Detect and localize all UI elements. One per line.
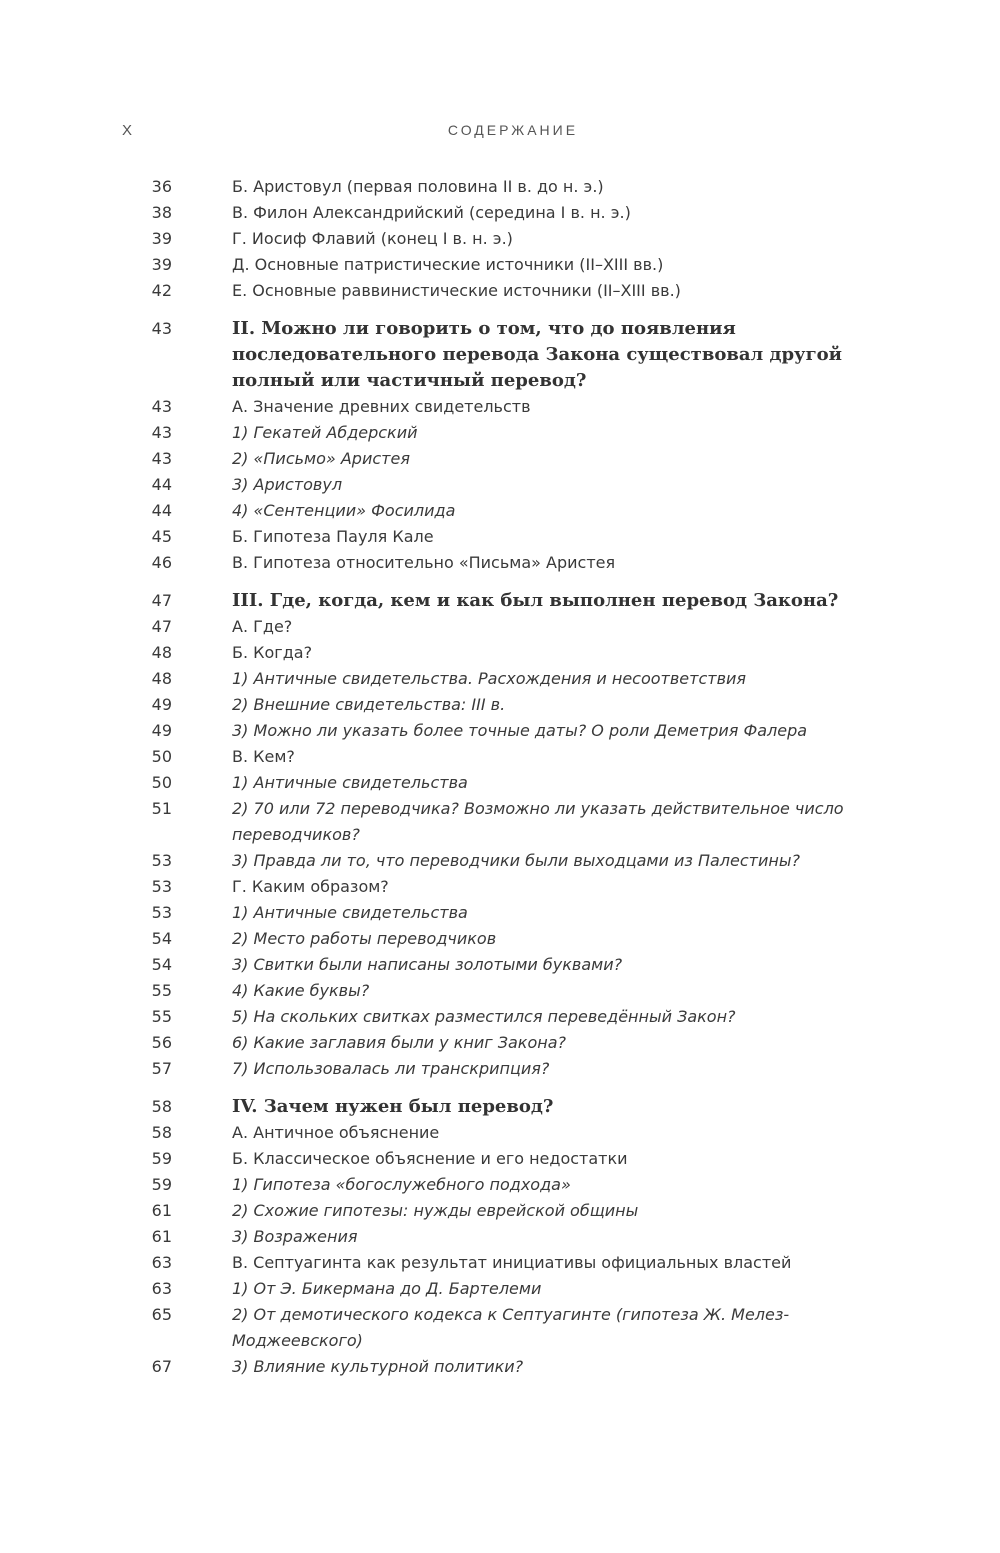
table-of-contents	[0, 174, 1000, 1380]
toc-page-number: 55	[151, 1007, 172, 1026]
toc-entry-title: В. Гипотеза относительно «Письма» Аристея	[232, 553, 616, 572]
toc-entry-title: 1) Гекатей Абдерский	[232, 423, 418, 442]
toc-item	[0, 174, 1000, 200]
toc-page-number: 43	[151, 449, 172, 468]
toc-page-number: 65	[151, 1305, 172, 1324]
toc-page-number: 55	[151, 981, 172, 1000]
toc-entry-title: 3) Возражения	[232, 1227, 358, 1246]
toc-page-number: 63	[151, 1253, 172, 1272]
toc-entry-title: Д. Основные патристические источники (II–XIII вв.)	[232, 255, 664, 274]
toc-entry-title: В. Филон Александрийский (середина I в. н. э.)	[232, 203, 631, 222]
toc-subitem	[0, 666, 1000, 692]
toc-page-number: 48	[151, 643, 172, 662]
toc-entry-title: 2) Место работы переводчиков	[232, 929, 497, 948]
toc-entry-title: 3) Можно ли указать более точные даты? О роли Деметрия Фалера	[232, 721, 808, 740]
toc-entry-title: 7) Использовалась ли транскрипция?	[232, 1059, 550, 1078]
toc-subitem	[0, 796, 1000, 848]
toc-subitem	[0, 978, 1000, 1004]
toc-item	[0, 550, 1000, 576]
toc-page-number: 49	[151, 695, 172, 714]
toc-entry-title: А. Античное объяснение	[232, 1123, 440, 1142]
toc-page-number: 50	[151, 747, 172, 766]
toc-entry-title: 1) Античные свидетельства	[232, 903, 468, 922]
toc-section-heading	[0, 1094, 1000, 1120]
toc-page-number: 46	[151, 553, 172, 572]
toc-subitem	[0, 718, 1000, 744]
toc-page-number: 50	[151, 773, 172, 792]
toc-item	[0, 1146, 1000, 1172]
toc-subitem	[0, 952, 1000, 978]
toc-subitem	[0, 498, 1000, 524]
toc-item	[0, 252, 1000, 278]
toc-entry-title: А. Где?	[232, 617, 293, 636]
toc-entry-title: 6) Какие заглавия были у книг Закона?	[232, 1033, 567, 1052]
toc-page-number: 57	[151, 1059, 172, 1078]
toc-page-number: 51	[151, 799, 172, 818]
toc-entry-title: 1) От Э. Бикермана до Д. Бартелеми	[232, 1279, 542, 1298]
toc-page-number: 58	[151, 1097, 172, 1116]
toc-item	[0, 1250, 1000, 1276]
toc-entry-title: II. Можно ли говорить о том, что до появления последовательного перевода Закона существовал другой полный или частичный перевод?	[232, 318, 842, 391]
toc-item	[0, 874, 1000, 900]
toc-item	[0, 278, 1000, 304]
toc-page-number: 53	[151, 851, 172, 870]
toc-subitem	[0, 926, 1000, 952]
toc-item	[0, 226, 1000, 252]
toc-subitem	[0, 1030, 1000, 1056]
toc-page-number: 54	[151, 955, 172, 974]
toc-entry-title: 3) Свитки были написаны золотыми буквами?	[232, 955, 623, 974]
toc-page-number: 43	[151, 397, 172, 416]
toc-entry-title: 1) Античные свидетельства. Расхождения и несоответствия	[232, 669, 747, 688]
toc-entry-title: Б. Аристовул (первая половина II в. до н. э.)	[232, 177, 604, 196]
toc-page-number: 39	[151, 255, 172, 274]
toc-section-heading	[0, 588, 1000, 614]
toc-entry-title: А. Значение древних свидетельств	[232, 397, 531, 416]
toc-page-number: 61	[151, 1227, 172, 1246]
toc-subitem	[0, 1172, 1000, 1198]
toc-page-number: 49	[151, 721, 172, 740]
toc-entry-title: 2) 70 или 72 переводчика? Возможно ли указать действительное число переводчиков?	[232, 799, 844, 844]
toc-entry-title: Б. Когда?	[232, 643, 313, 662]
toc-entry-title: 1) Гипотеза «богослужебного подхода»	[232, 1175, 571, 1194]
toc-entry-title: IV. Зачем нужен был перевод?	[232, 1096, 554, 1117]
toc-page-number: 39	[151, 229, 172, 248]
toc-page-number: 54	[151, 929, 172, 948]
toc-entry-title: 3) Влияние культурной политики?	[232, 1357, 524, 1376]
toc-subitem	[0, 1276, 1000, 1302]
toc-page-number: 53	[151, 903, 172, 922]
toc-entry-title: В. Септуагинта как результат инициативы официальных властей	[232, 1253, 792, 1272]
toc-entry-title: Г. Каким образом?	[232, 877, 389, 896]
toc-entry-title: Б. Классическое объяснение и его недостатки	[232, 1149, 628, 1168]
toc-subitem	[0, 420, 1000, 446]
toc-page-number: 43	[151, 423, 172, 442]
toc-page-number: 59	[151, 1175, 172, 1194]
toc-subitem	[0, 1198, 1000, 1224]
toc-item	[0, 200, 1000, 226]
toc-page-number: 53	[151, 877, 172, 896]
toc-subitem	[0, 692, 1000, 718]
toc-page-number: 36	[151, 177, 172, 196]
toc-entry-title: 2) «Письмо» Аристея	[232, 449, 410, 468]
toc-item	[0, 614, 1000, 640]
toc-entry-title: 3) Правда ли то, что переводчики были выходцами из Палестины?	[232, 851, 800, 870]
toc-entry-title: 5) На скольких свитках разместился переведённый Закон?	[232, 1007, 736, 1026]
toc-subitem	[0, 1302, 1000, 1354]
toc-page-number: 59	[151, 1149, 172, 1168]
toc-entry-title: В. Кем?	[232, 747, 295, 766]
toc-subitem	[0, 1056, 1000, 1082]
toc-page-number: 44	[151, 475, 172, 494]
toc-page-number: 44	[151, 501, 172, 520]
toc-item	[0, 524, 1000, 550]
toc-subitem	[0, 770, 1000, 796]
toc-subitem	[0, 472, 1000, 498]
toc-page-number: 47	[151, 591, 172, 610]
toc-entry-title: Б. Гипотеза Пауля Кале	[232, 527, 434, 546]
toc-page-number: 67	[151, 1357, 172, 1376]
toc-entry-title: Г. Иосиф Флавий (конец I в. н. э.)	[232, 229, 513, 248]
toc-page-number: 43	[151, 319, 172, 338]
toc-entry-title: 4) «Сентенции» Фосилида	[232, 501, 456, 520]
toc-item	[0, 640, 1000, 666]
toc-page-number: 56	[151, 1033, 172, 1052]
toc-page-number: 42	[151, 281, 172, 300]
toc-subitem	[0, 1354, 1000, 1380]
toc-entry-title: 1) Античные свидетельства	[232, 773, 468, 792]
toc-page-number: 47	[151, 617, 172, 636]
toc-entry-title: 2) Внешние свидетельства: III в.	[232, 695, 506, 714]
toc-page-number: 63	[151, 1279, 172, 1298]
toc-entry-title: 2) От демотического кодекса к Септуагинте (гипотеза Ж. Мелез-Моджеевского)	[232, 1305, 790, 1350]
toc-section-heading	[0, 316, 1000, 394]
toc-page-number: 61	[151, 1201, 172, 1220]
toc-entry-title: 2) Схожие гипотезы: нужды еврейской общины	[232, 1201, 639, 1220]
toc-page-number: 58	[151, 1123, 172, 1142]
toc-subitem	[0, 900, 1000, 926]
toc-page-number: 38	[151, 203, 172, 222]
page-number: X	[122, 122, 134, 139]
toc-page-number: 45	[151, 527, 172, 546]
toc-entry-title: Е. Основные раввинистические источники (II–XIII вв.)	[232, 281, 681, 300]
toc-entry-title: 3) Аристовул	[232, 475, 343, 494]
running-head: СОДЕРЖАНИЕ	[447, 122, 579, 138]
toc-entry-title: III. Где, когда, кем и как был выполнен перевод Закона?	[232, 590, 839, 611]
toc-subitem	[0, 848, 1000, 874]
toc-subitem	[0, 446, 1000, 472]
toc-item	[0, 394, 1000, 420]
toc-page-number: 48	[151, 669, 172, 688]
toc-item	[0, 744, 1000, 770]
toc-item	[0, 1120, 1000, 1146]
toc-entry-title: 4) Какие буквы?	[232, 981, 370, 1000]
toc-subitem	[0, 1004, 1000, 1030]
toc-subitem	[0, 1224, 1000, 1250]
